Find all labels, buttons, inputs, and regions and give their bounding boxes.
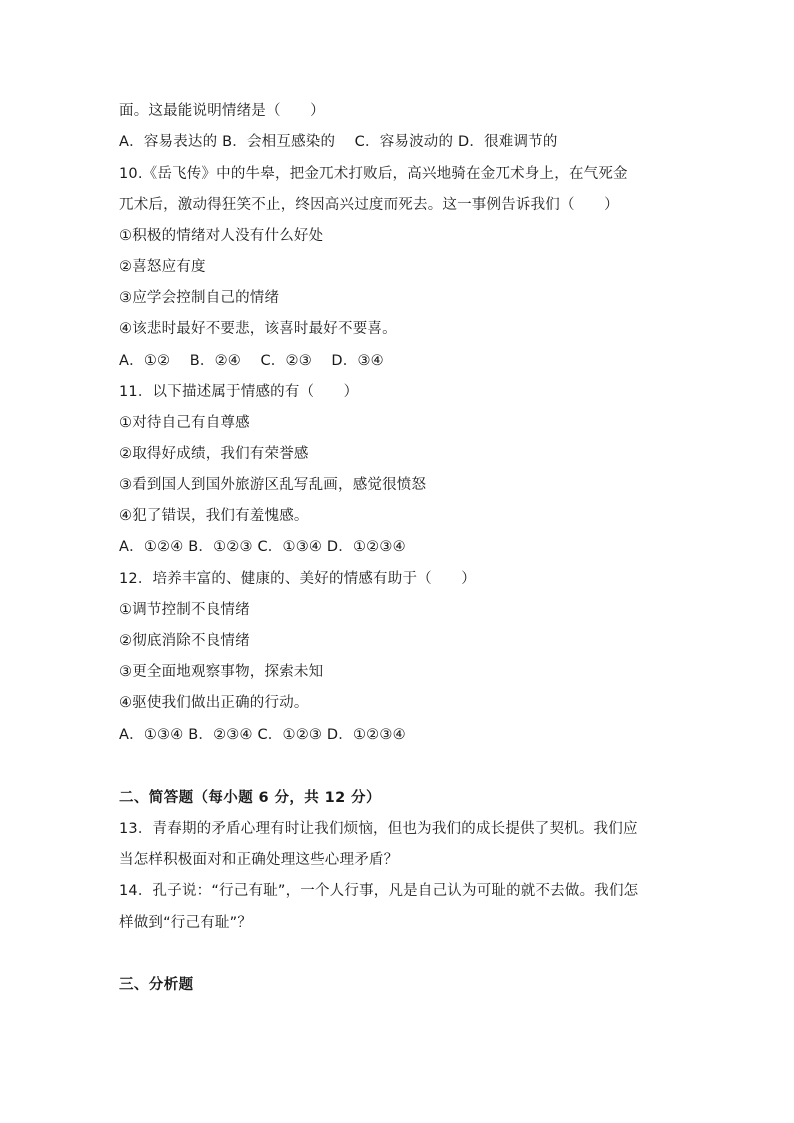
q12-stem: 12．培养丰富的、健康的、美好的情感有助于（ ） (119, 571, 476, 587)
q11-statement-4: ④犯了错误，我们有羞愧感。 (119, 508, 309, 524)
q10-options: A．①② B．②④ C．②③ D．③④ (119, 353, 384, 369)
section-3-heading: 三、分析题 (119, 977, 194, 993)
q13-line2: 当怎样积极面对和正确处理这些心理矛盾？ (119, 852, 399, 868)
q10-stem-line1: 10.《岳飞传》中的牛皋，把金兀术打败后，高兴地骑在金兀术身上，在气死金 (119, 166, 628, 182)
q12-statement-1: ①调节控制不良情绪 (119, 602, 250, 618)
q11-options: A．①②④ B．①②③ C．①③④ D．①②③④ (119, 539, 406, 555)
q12-options: A．①③④ B．②③④ C．①②③ D．①②③④ (119, 727, 406, 743)
q9-stem-end: 面。这最能说明情绪是（ ） (119, 103, 325, 119)
q10-statement-3: ③应学会控制自己的情绪 (119, 290, 280, 306)
section-2-heading: 二、简答题（每小题 6 分，共 12 分） (119, 790, 381, 806)
q12-statement-3: ③更全面地观察事物，探索未知 (119, 664, 324, 680)
q11-statement-1: ①对待自己有自尊感 (119, 415, 250, 431)
q10-statement-1: ①积极的情绪对人没有什么好处 (119, 228, 324, 244)
q12-statement-4: ④驱使我们做出正确的行动。 (119, 695, 309, 711)
q9-options: A．容易表达的 B．会相互感染的 C．容易波动的 D．很难调节的 (119, 134, 558, 150)
q11-statement-2: ②取得好成绩，我们有荣誉感 (119, 446, 309, 462)
q10-stem-line2: 兀术后，激动得狂笑不止，终因高兴过度而死去。这一事例告诉我们（ ） (119, 197, 619, 213)
q10-statement-4: ④该悲时最好不要悲，该喜时最好不要喜。 (119, 321, 397, 337)
q13-line1: 13．青春期的矛盾心理有时让我们烦恼，但也为我们的成长提供了契机。我们应 (119, 821, 638, 837)
q14-line1: 14．孔子说：“行己有耻”，一个人行事，凡是自己认为可耻的就不去做。我们怎 (119, 883, 639, 899)
q12-statement-2: ②彻底消除不良情绪 (119, 633, 250, 649)
q11-statement-3: ③看到国人到国外旅游区乱写乱画，感觉很愤怒 (119, 477, 427, 493)
q11-stem: 11．以下描述属于情感的有（ ） (119, 384, 359, 400)
q10-statement-2: ②喜怒应有度 (119, 259, 206, 275)
q14-line2: 样做到“行己有耻”？ (119, 915, 253, 931)
